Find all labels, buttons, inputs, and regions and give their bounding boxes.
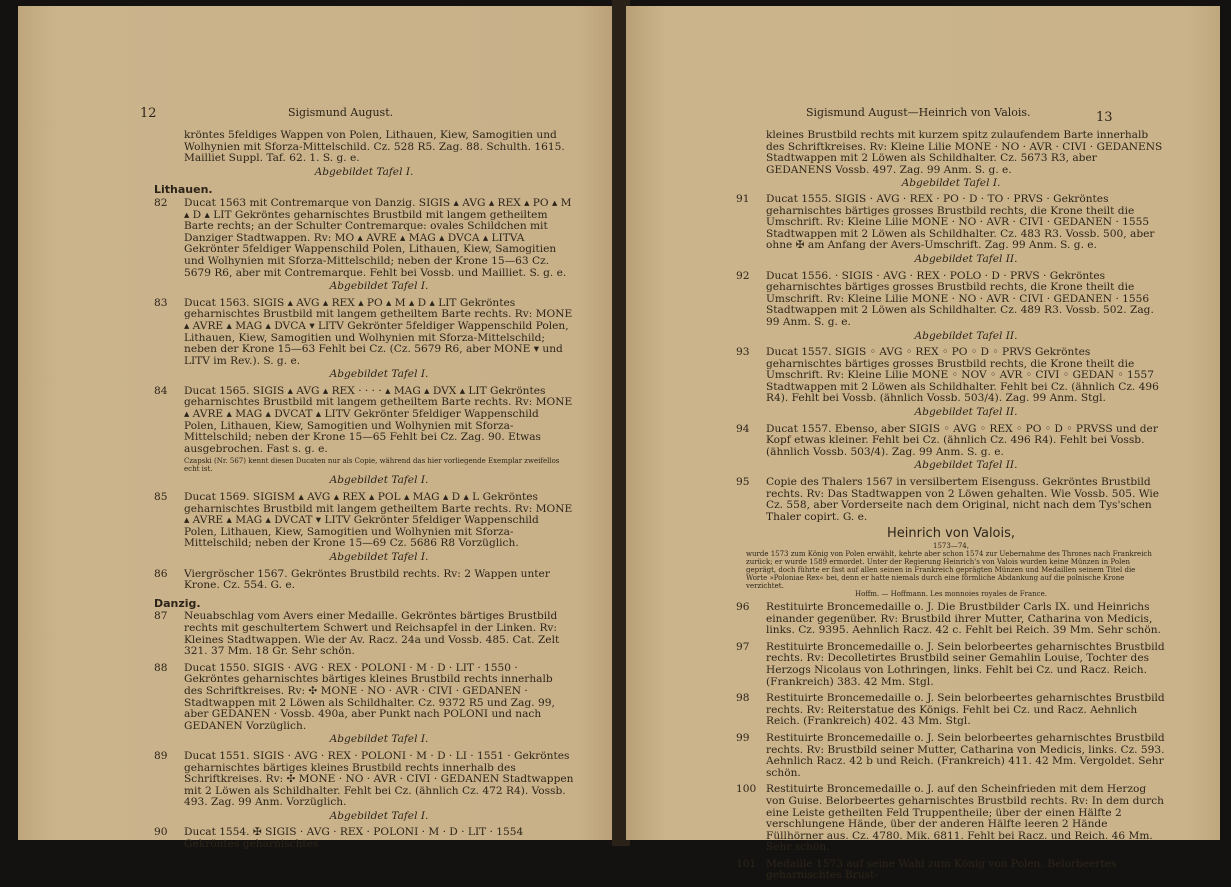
entry-caption: Abgebildet Tafel I. [329,809,429,822]
entry-text: Ducat 1557. Ebenso, aber SIGIS ◦ AVG ◦ REX ◦ PO ◦ D ◦ PRVSS und der Kopf etwas kleiner. Fehlt bei Cz. (ähnlich Cz. 496 R4). Fehlt bei Vossb. (ähnlich Vossb. 503/4). Zag. 99 Anm. S. g. e. [766,422,1158,458]
catalog-entry [154,827,574,850]
entry-number: 93 [736,346,750,359]
catalog-entry [736,859,1166,882]
section-note: wurde 1573 zum König von Polen erwählt, kehrte aber schon 1574 zur Uebernahme des Thrones nach Frankreich zurück; er wurde 1589 ermordet. Unter der Regierung Heinrich's von Valois wurden keine Münzen in Polen geprägt, doch führte er fast auf allen seinen in Frankreich geprägten Münzen und Medaillen seinem Titel die Worte »Poloniae Rex« bei, denn er hatte niemals durch eine förmliche Abdankung auf die polnische Krone verzichtet. [746,550,1152,590]
section-danzig: Danzig. [154,596,201,610]
entry-text: Ducat 1550. SIGIS · AVG · REX · POLONI · M · D · LIT · 1550 · Gekröntes geharnischtes bärtiges kleines Brustbild rechts innerhalb des Schriftkreises. Rv: ✣ MONE · NO · AVR · CIVI · GEDANEN · Stadtwappen mit 2 Löwen als Schildhalter. Cz. 9372 R5 und Zag. 99, aber GEDANEN · Vossb. 490a, aber Punkt nach POLONI und nach GEDANEN Vorzüglich. [184,661,555,732]
catalog-entry [736,642,1166,688]
catalog-entry [736,693,1166,728]
intro-caption: Abgebildet Tafel I. [901,177,1001,190]
entry-number: 90 [154,826,168,839]
catalog-entry [736,602,1166,637]
section-lithauen: Lithauen. [154,183,213,197]
left-page [18,6,616,851]
intro-text: kröntes 5feldiges Wappen von Polen, Lithauen, Kiew, Samogitien und Wolhynien mit Sforza-Mittelschild. Cz. 528 R5. Zag. 88. Schulth. 1615. Mailliet Suppl. Taf. 62. 1. S. g. e. [184,129,565,165]
entry-number: 91 [736,192,750,205]
entry-text: Ducat 1556. · SIGIS · AVG · REX · POLO · D · PRVS · Gekröntes geharnischtes bärtiges grosses Brustbild rechts, die Krone theilt die Umschrift. Rv: Kleine Lilie MONE · NO · AVR · CIVI · GEDANEN · 1556 Stadtwappen mit 2 Löwen als Schildhalter. Cz. 489 R3. Vossb. 502. Zag. 99 Anm. S. g. e. [766,269,1154,328]
entry-caption: Abgebildet Tafel I. [329,733,429,746]
entry-caption: Abgebildet Tafel I. [329,551,429,563]
entry-text: Ducat 1555. SIGIS · AVG · REX · PO · D · TO · PRVS · Gekröntes geharnischtes bärtiges grosses Brustbild rechts, die Krone theilt die Umschrift. Rv: Kleine Lilie MONE · NO · AVR · CIVI · GEDANEN · 1555 Stadtwappen mit 2 Löwen als Schildhalter. Cz. 483 R3. Vossb. 500, aber ohne ✠ am Anfang der Avers-Umschrift. Zag. 99 Anm. S. g. e. [766,192,1155,252]
section-title-valois: Heinrich von Valois, [886,526,1016,542]
catalog-entry [154,386,574,487]
catalog-entry [736,347,1166,419]
entry-number: 89 [154,749,168,762]
entry-text: Ducat 1563. SIGIS ▴ AVG ▴ REX ▴ PO ▴ M ▴ D ▴ LIT Gekröntes geharnischtes Brustbild mit langem getheiltem Barte rechts. Rv: MONE ▴ AVRE ▴ MAG ▴ DVCA ▾ LITV Gekrönter 5feldiger Wappenschild Polen, Lithauen, Kiew, Samogitien und Wolhynien mit Sforza-Mittelschild; neben der Krone 15—63 Fehlt bei Cz. (Cz. 5679 R6, aber MONE ▾ und LITV im Rev.). S. g. e. [184,296,573,367]
entry-text: Ducat 1569. SIGISM ▴ AVG ▴ REX ▴ POL ▴ MAG ▴ D ▴ L Gekröntes geharnischtes Brustbild mit langem getheiltem Barte rechts. Rv: MONE ▴ AVRE ▴ MAG ▴ DVCAT ▾ LITV Gekrönter 5feldiger Wappenschild Polen, Lithauen, Kiew, Samogitien und Wolhynien mit Sforza-Mittelschild; neben der Krone 15—69 Cz. 5686 R8 Vorzüglich. [184,491,573,550]
entry-number: 83 [154,296,168,309]
section-reference: Hoffm. — Hoffmann. Les monnoies royales de France. [855,590,1047,598]
entry-text: Restituirte Broncemedaille o. J. Die Brustbilder Carls IX. und Heinrichs einander gegenüber. Rv: Brustbild ihrer Mutter, Catharina von Medicis, links. Cz. 9395. Aehnlich Racz. 42 c. Fehlt bei Reich. 39 Mm. Sehr schön. [766,601,1161,637]
intro-caption: Abgebildet Tafel I. [314,165,414,178]
entry-caption: Abgebildet Tafel II. [914,459,1018,472]
catalog-entry [154,663,574,746]
entry-number: 95 [736,476,750,489]
entry-text: Ducat 1565. SIGIS ▴ AVG ▴ REX · · · · ▴ MAG ▴ DVX ▴ LIT Gekröntes geharnischtes Brustbild mit langem getheiltem Barte rechts. Rv: MONE ▴ AVRE ▴ MAG ▴ DVCAT ▴ LITV Gekrönter 5feldiger Wappenschild Polen, Lithauen, Kiew, Samogitien und Wolhynien mit Sforza-Mittelschild; neben der Krone 15—65 Fehlt bei Cz. Zag. 90. Etwas ausgebrochen. Fast s. g. e. [184,384,573,455]
catalog-entry [736,271,1166,343]
entry-number: 85 [154,491,168,504]
entry-footnote: Czapski (Nr. 567) kennt diesen Ducaten nur als Copie, während das hier vorliegende Exemplar zweifellos echt ist. [184,457,560,474]
entry-number: 96 [736,601,750,613]
entry-text: Restituirte Broncemedaille o. J. auf den Scheinfrieden mit dem Herzog von Guise. Belorbeertes geharnischtes Brustbild rechts. Rv: In dem durch eine Leiste getheilten Feld Truppentheile; über der einen Hälfte 2 verschlungene Hände, über der anderen Hälfte leeren 2 Hände Füllhörner aus. Cz. 4780. Mik. 6811. Fehlt bei Racz. und Reich. 46 Mm. Sehr schön. [766,783,1165,854]
catalog-entry [154,198,574,293]
catalog-entry [736,784,1166,854]
catalog-entry [736,733,1166,779]
entry-text: Ducat 1554. ✠ SIGIS · AVG · REX · POLONI · M · D · LIT · 1554 Gekröntes geharnischtes [184,826,524,851]
entry-number: 97 [736,640,750,653]
section-years: 1573—74, [933,542,969,550]
catalog-entry [736,194,1166,266]
entry-number: 101 [736,857,757,870]
catalog-entry [154,298,574,381]
entry-number: 88 [154,661,168,674]
entry-text: Ducat 1551. SIGIS · AVG · REX · POLONI · M · D · LI · 1551 · Gekröntes geharnischtes bärtiges kleines Brustbild rechts innerhalb des Schriftkreises. Rv: ✣ MONE · NO · AVR · CIVI · GEDANEN Stadtwappen mit 2 Löwen als Schildhalter. Fehlt bei Cz. (ähnlich Cz. 472 R4). Vossb. 493. Zag. 99 Anm. Vorzüglich. [184,749,574,809]
entry-caption: Abgebildet Tafel II. [914,252,1018,265]
entry-number: 98 [736,692,750,705]
entry-caption: Abgebildet Tafel I. [329,474,429,487]
catalog-entry [154,492,574,564]
entry-text: Restituirte Broncemedaille o. J. Sein belorbeertes geharnischtes Brustbild rechts. Rv: Brustbild seiner Mutter, Catharina von Medicis, links. Cz. 593. Aehnlich Racz. 42 b und Reich. (Frankreich) 411. 42 Mm. Vergoldet. Sehr schön. [766,731,1165,779]
left-body [154,130,574,856]
entry-text: Medaille 1573 auf seine Wahl zum König von Polen. Belorbeertes geharnischtes Brust- [766,857,1117,882]
entry-text: Restituirte Broncemedaille o. J. Sein belorbeertes geharnischtes Brustbild rechts. Rv: Reiterstatue des Königs. Fehlt bei Cz. und Racz. Aehnlich Reich. (Frankreich) 402. 43 Mm. Stgl. [766,692,1165,728]
entry-number: 100 [736,783,757,796]
entry-caption: Abgebildet Tafel II. [914,329,1018,342]
entry-text: Viergröscher 1567. Gekröntes Brustbild rechts. Rv: 2 Wappen unter Krone. Cz. 554. G. e. [184,567,550,592]
entry-number: 84 [154,384,168,397]
catalog-entry [154,569,574,592]
intro-text: kleines Brustbild rechts mit kurzem spitz zulaufendem Barte innerhalb des Schriftkreises. Rv: Kleine Lilie MONE · NO · AVR · CIVI · GEDANENS Stadtwappen mit 2 Löwen als Schildhalter. Cz. 5673 R3, aber GEDANENS Vossb. 497. Zag. 99 Anm. S. g. e. [766,129,1163,176]
running-head-right: Sigismund August—Heinrich von Valois. [806,106,1031,119]
catalog-entry [154,611,574,657]
entry-caption: Abgebildet Tafel II. [914,406,1018,419]
running-head-left: Sigismund August. [288,106,394,119]
catalog-entry [154,751,574,823]
catalog-entry [736,424,1166,472]
page-number-right: 13 [1096,110,1113,125]
entry-number: 92 [736,269,750,282]
entry-number: 87 [154,610,168,623]
entry-text: Ducat 1563 mit Contremarque von Danzig. SIGIS ▴ AVG ▴ REX ▴ PO ▴ M ▴ D ▴ LIT Gekröntes geharnischtes Brustbild mit langem getheiltem Barte rechts; an der Schulter Contremarque: ovales Schildchen mit Danziger Stadtwappen. Rv: MO ▴ AVRE ▴ MAG ▴ DVCA ▴ LITVA Gekrönter 5feldiger Wappenschild Polen, Lithauen, Kiew, Samogitien und Wolhynien mit Sforza-Mittelschild; neben der Krone 15—63 Cz. 5679 R6, aber mit Contremarque. Fehlt bei Vossb. und Mailliet. S. g. e. [184,196,572,279]
entry-text: Ducat 1557. SIGIS ◦ AVG ◦ REX ◦ PO ◦ D ◦ PRVS Gekröntes geharnischtes bärtiges grosses Brustbild rechts, die Krone theilt die Umschrift. Rv: Kleine Lilie MONE ◦ NOV ◦ AVR ◦ CIVI ◦ GEDAN ◦ 1557 Stadtwappen mit 2 Löwen als Schildhalter. Fehlt bei Cz. (ähnlich Cz. 496 R4). Fehlt bei Vossb. (ähnlich Vossb. 503/4). Zag. 99 Anm. Stgl. [766,346,1159,405]
right-body [736,130,1166,887]
entry-text: Copie des Thalers 1567 in versilbertem Eisenguss. Gekröntes Brustbild rechts. Rv: Das Stadtwappen von 2 Löwen gehalten. Wie Vossb. 505. Wie Cz. 558, aber Vorderseite nach dem Original, nicht nach dem Tys'schen Thaler copirt. G. e. [766,476,1160,523]
entry-caption: Abgebildet Tafel I. [329,368,429,381]
right-page [626,6,1220,882]
entry-number: 94 [736,422,750,435]
entry-text: Neuabschlag vom Avers einer Medaille. Gekröntes bärtiges Brustbild rechts mit geschultertem Schwert und Reichsapfel in der Linken. Rv: Kleines Stadtwappen. Wie der Av. Racz. 24a und Vossb. 485. Cat. Zelt 321. 37 Mm. 18 Gr. Sehr schön. [184,610,560,658]
entry-number: 82 [154,196,168,209]
page-number-left: 12 [140,106,157,121]
entry-caption: Abgebildet Tafel I. [329,280,429,293]
entry-number: 86 [154,567,168,580]
entry-number: 99 [736,731,750,744]
entry-text: Restituirte Broncemedaille o. J. Sein belorbeertes geharnischtes Brustbild rechts. Rv: Decolletirtes Brustbild seiner Gemahlin Louise, Tochter des Herzogs Nicolaus von Lothringen, links. Fehlt bei Cz. und Racz. Reich. (Frankreich) 383. 42 Mm. Stgl. [766,640,1165,688]
catalog-entry [736,477,1166,523]
